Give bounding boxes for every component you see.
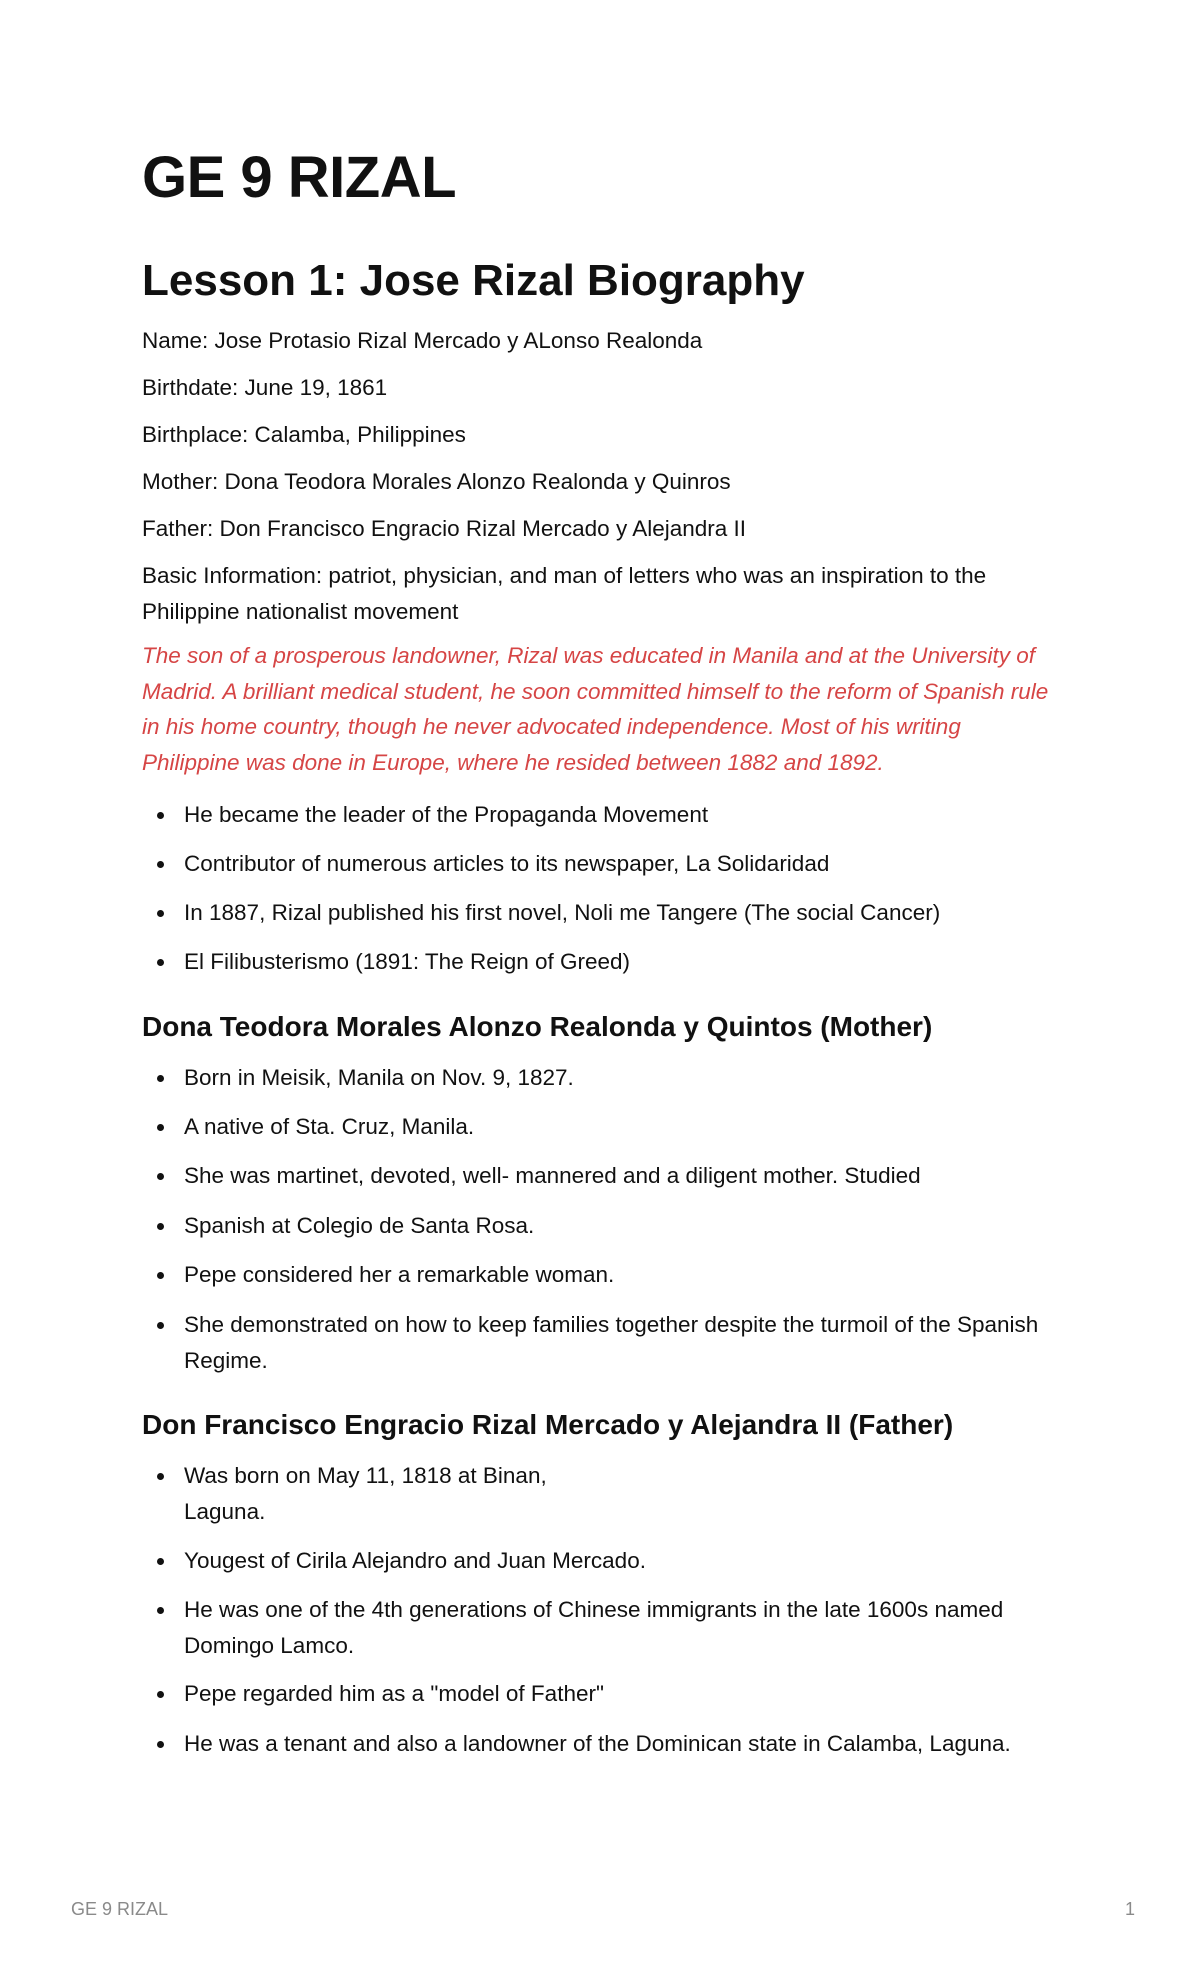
info-name: Name: Jose Protasio Rizal Mercado y ALonso Realonda xyxy=(142,328,703,353)
father-section-heading: Don Francisco Engracio Rizal Mercado y Alejandra II (Father) xyxy=(142,1409,954,1440)
bullet-icon xyxy=(157,1473,164,1480)
mother-section-heading: Dona Teodora Morales Alonzo Realonda y Quintos (Mother) xyxy=(142,1011,933,1042)
list-item-text: Spanish at Colegio de Santa Rosa. xyxy=(184,1213,535,1238)
bullet-icon xyxy=(157,1691,164,1698)
list-item-text: She demonstrated on how to keep families together despite the turmoil of the Spanish Regime. xyxy=(184,1312,1039,1373)
list-item-text: Was born on May 11, 1818 at Binan, Laguna. xyxy=(184,1463,547,1524)
bullet-icon xyxy=(157,1223,164,1230)
list-item-text: He became the leader of the Propaganda Movement xyxy=(184,802,709,827)
list-item-text: El Filibusterismo (1891: The Reign of Greed) xyxy=(184,949,631,974)
list-item-text: Contributor of numerous articles to its newspaper, La Solidaridad xyxy=(184,851,830,876)
list-item-text: Pepe regarded him as a "model of Father" xyxy=(184,1681,604,1706)
bullet-icon xyxy=(157,1124,164,1131)
bullet-icon xyxy=(157,812,164,819)
bullet-icon xyxy=(157,1075,164,1082)
bullet-icon xyxy=(157,1741,164,1748)
lesson-title: Lesson 1: Jose Rizal Biography xyxy=(142,256,805,305)
bullet-icon xyxy=(157,959,164,966)
bullet-icon xyxy=(157,910,164,917)
document-title: GE 9 RIZAL xyxy=(142,145,457,210)
list-item-text: Pepe considered her a remarkable woman. xyxy=(184,1262,615,1287)
intro-paragraph: The son of a prosperous landowner, Rizal was educated in Manila and at the University of Madrid. A brilliant medical student, he soon committed himself to the reform of Spanish rule in his home country, though he never advocated independence. Most of his writing Philippine was done in Europe, where he resided between 1882 and 1892. xyxy=(142,643,1049,775)
info-mother: Mother: Dona Teodora Morales Alonzo Realonda y Quinros xyxy=(142,469,731,494)
list-item-text: He was a tenant and also a landowner of the Dominican state in Calamba, Laguna. xyxy=(184,1731,1011,1756)
info-father: Father: Don Francisco Engracio Rizal Mercado y Alejandra II xyxy=(142,516,747,541)
list-item-text: Born in Meisik, Manila on Nov. 9, 1827. xyxy=(184,1065,574,1090)
info-birthplace: Birthplace: Calamba, Philippines xyxy=(142,422,466,447)
bullet-icon xyxy=(157,1173,164,1180)
list-item-text: He was one of the 4th generations of Chinese immigrants in the late 1600s named Domingo Lamco. xyxy=(184,1597,1004,1658)
list-item-text: A native of Sta. Cruz, Manila. xyxy=(184,1114,475,1139)
bullet-icon xyxy=(157,1322,164,1329)
bullet-icon xyxy=(157,1272,164,1279)
bullet-icon xyxy=(157,1607,164,1614)
list-item-text: Yougest of Cirila Alejandro and Juan Mercado. xyxy=(184,1548,646,1573)
bullet-icon xyxy=(157,1558,164,1565)
list-item-text: In 1887, Rizal published his first novel, Noli me Tangere (The social Cancer) xyxy=(184,900,941,925)
footer-title: GE 9 RIZAL xyxy=(71,1899,169,1919)
bullet-icon xyxy=(157,861,164,868)
info-birthdate: Birthdate: June 19, 1861 xyxy=(142,375,388,400)
page-number: 1 xyxy=(1124,1899,1135,1919)
list-item-text: She was martinet, devoted, well- mannered and a diligent mother. Studied xyxy=(184,1163,921,1188)
info-basic: Basic Information: patriot, physician, and man of letters who was an inspiration to the Philippine nationalist movement xyxy=(142,563,987,624)
